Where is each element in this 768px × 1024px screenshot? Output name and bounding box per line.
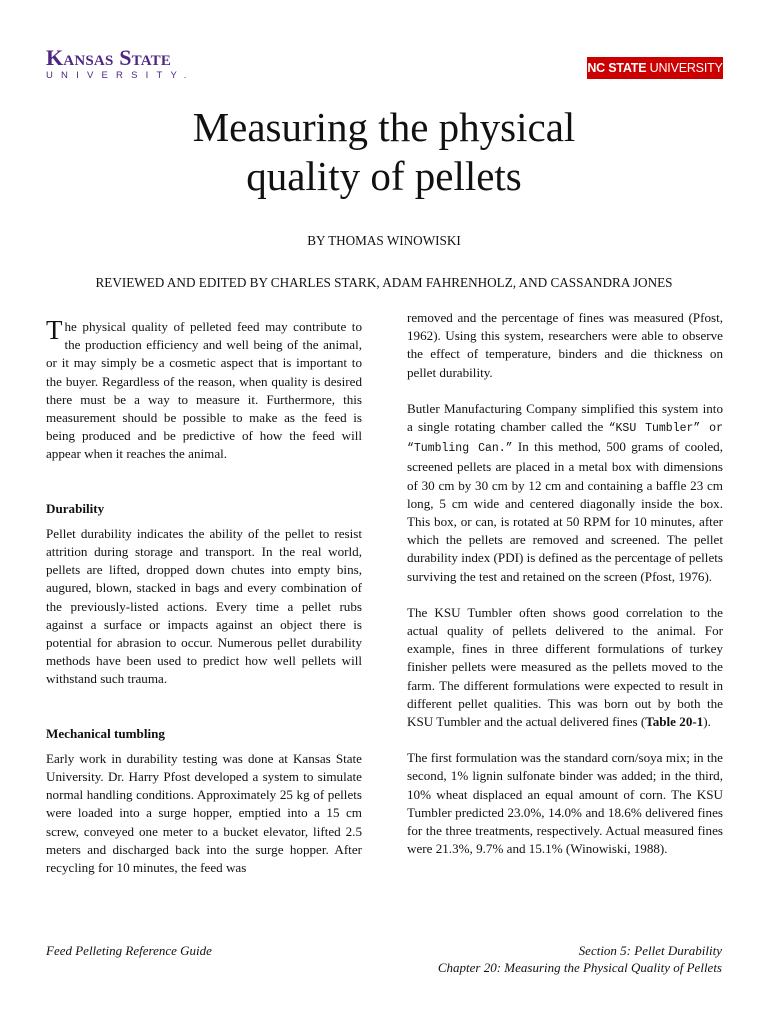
p2-start: Butler Manufacturing Company simplified this system into a single rotating chamber called the — [407, 400, 723, 435]
right-column — [407, 309, 723, 858]
durability-paragraph: Pellet durability indicates the ability of the pellet to resist attrition during storage and transport. In the real world, pellets are lifted, dropped down chutes into empty bins, augured, blown, stacked in bags and every combination of the previously-listed actions. Every time a pellet rubs against a surface or impacts against an object there is potential for abrasion to occur. Numerous pellet durability methods have been used to predict how well pellets will withstand such trauma. — [46, 525, 362, 687]
ncsu-logo-rest: UNIVERSITY — [646, 61, 723, 75]
title-line-2: quality of pellets — [246, 153, 522, 199]
footer-guide-title: Feed Pelleting Reference Guide — [46, 943, 212, 958]
intro-text: he physical quality of pelleted feed may contribute to the production efficiency and well being of the animal, or it may simply be a cosmetic aspect that is important to the buyer. Regardless of the reason, when quality is desired there must be a way to measure it. Furthermore, this measurement should be possible to make as the feed is being produced and be predictive of how the feed will appear when it reaches the animal. — [46, 319, 362, 462]
kansas-state-logo — [46, 47, 195, 81]
footer-section-info — [438, 942, 722, 976]
p3-end: ). — [703, 714, 711, 730]
p2-rest: In this method, 500 grams of cooled, screened pellets are placed in a metal box with dimensions of 30 cm by 30 cm by 12 cm and containing a baffle 23 cm long, 5 cm wide and centered diagonally inside the box. This box, or can, is rotated at 50 RPM for 10 minutes, after which the pellets are removed and screened. The pellet durability index (PDI) is defined as the percentage of pellets surviving the test and retained on the screen (Pfost, 1976). — [407, 439, 723, 584]
right-paragraph-4: The first formulation was the standard corn/soya mix; in the second, 1% lignin sulfonate binder was added; in the third, 10% wheat displaced an equal amount of corn. The KSU Tumbler predicted 23.0%, 14.0% and 18.6% delivered fines for the three treatments, respectively. Actual measured fines were 21.3%, 9.7% and 15.1% (Winowiski, 1988). — [407, 750, 723, 857]
title-line-1: Measuring the physical — [192, 104, 576, 150]
nc-state-logo — [587, 57, 723, 79]
mechanical-tumbling-heading: Mechanical tumbling — [46, 725, 165, 741]
footer-chapter: Chapter 20: Measuring the Physical Quality of Pellets — [437, 960, 722, 975]
p3-start: The KSU Tumbler often shows good correlation to the actual quality of pellets delivered to the animal. For example, fines in three different formulations of turkey finisher pellets were measured as the pellets moved to the farm. The different formulations were expected to result in different pellet qualities. This was born out by both the KSU Tumbler and the actual delivered fines ( — [407, 604, 723, 730]
durability-heading: Durability — [46, 500, 105, 516]
right-paragraph-2 — [407, 400, 723, 586]
ksu-logo-subtitle: UNIVERSITY. — [46, 70, 195, 81]
mechanical-tumbling-paragraph: Early work in durability testing was done at Kansas State University. Dr. Harry Pfost developed a system to simulate normal handling conditions. Approximately 25 kg of pellets were loaded into a surge hopper, emptied into a 15 cm screw, conveyed one meter to a bucket elevator, lifted 2.5 meters and discharged back into the surge hopper. After recycling for 10 minutes, the feed was — [46, 750, 362, 876]
p2-tumbler-name: “KSU Tumbler” or “Tumbling Can.” — [407, 422, 723, 456]
reviewed-by: REVIEWED AND EDITED BY CHARLES STARK, ADAM FAHRENHOLZ, AND CASSANDRA JONES — [95, 275, 673, 290]
page-title — [0, 103, 768, 201]
byline: BY THOMAS WINOWISKI — [307, 233, 461, 248]
right-paragraph-3 — [407, 604, 723, 731]
right-paragraph-1: removed and the percentage of fines was measured (Pfost, 1962). Using this system, researchers were able to observe the effect of temperature, binders and die thickness on pellet durability. — [407, 310, 723, 380]
table-reference: Table 20-1 — [645, 714, 704, 730]
intro-paragraph — [46, 315, 362, 464]
footer-section: Section 5: Pellet Durability — [578, 943, 722, 958]
ncsu-logo-bold: NC STATE — [587, 61, 647, 75]
left-column — [46, 315, 362, 877]
drop-cap: T — [46, 315, 63, 345]
ksu-logo-name: Kansas State — [46, 45, 172, 70]
